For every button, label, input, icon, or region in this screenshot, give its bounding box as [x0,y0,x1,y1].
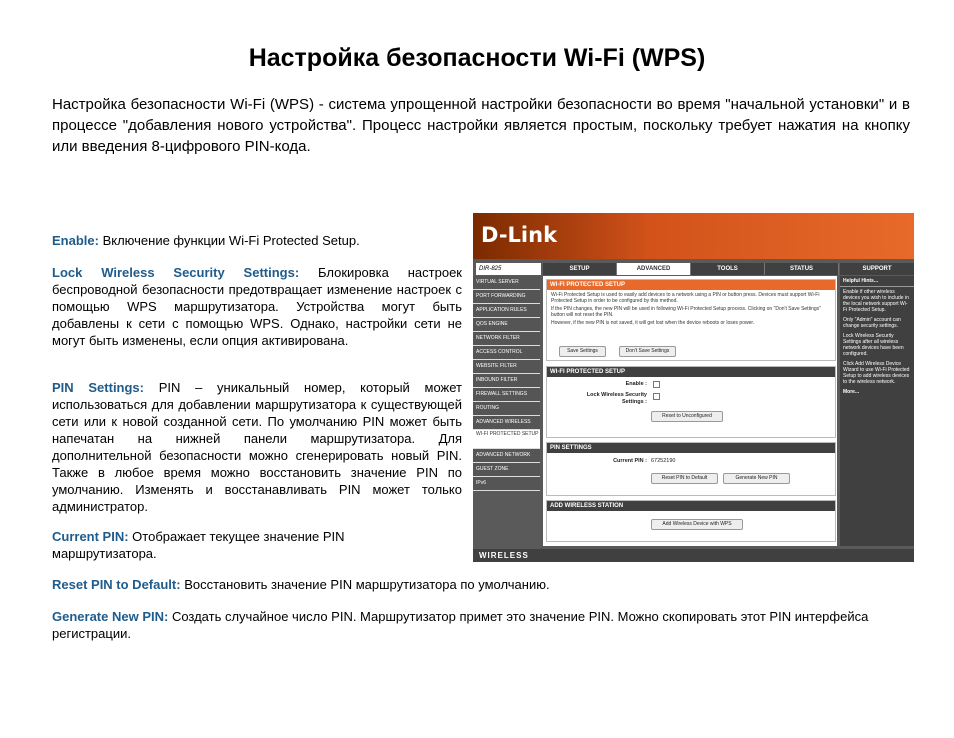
def-generate-text: Создать случайное число PIN. Маршрутизатор примет это значение PIN. Можно скопировать этот PIN интерфейса регистрации. [52,609,869,641]
nav-item[interactable]: ADVANCED WIRELESS [473,416,540,430]
dont-save-button[interactable]: Don't Save Settings [619,346,676,357]
wps-desc-3: However, if the new PIN is not saved, it will get lost when the device reboots or loses power. [551,320,755,326]
def-lock-text: Блокировка настроек беспроводной безопасности предотвращает изменение настроек с помощью WPS маршрутизатора. Устройства могут быть добавлены к сети с помощью WPS. Однако, настройки сети не могут быть изменены, если опция активирована. [52,265,462,348]
term-pin: PIN Settings: [52,380,144,395]
reset-pin-button[interactable]: Reset PIN to Default [651,473,718,484]
nav-item[interactable]: ADVANCED NETWORK [473,449,540,463]
enable-checkbox[interactable] [653,381,660,388]
nav-item[interactable]: NETWORK FILTER [473,332,540,346]
hints-panel [840,276,914,546]
term-generate: Generate New PIN: [52,609,169,624]
def-enable-text: Включение функции Wi-Fi Protected Setup. [98,233,360,248]
add-device-button[interactable]: Add Wireless Device with WPS [651,519,743,530]
nav-item-wps[interactable]: WI-FI PROTECTED SETUP [473,430,540,449]
hints-more-link[interactable]: More... [843,389,860,395]
dlink-logo: D-Link [481,223,558,247]
page-title: Настройка безопасности Wi-Fi (WPS) [248,44,706,72]
term-enable: Enable: [52,233,99,248]
wps-intro-box [546,279,836,361]
def-pin [52,379,462,515]
nav-item[interactable]: IPv6 [473,477,540,491]
tab-setup[interactable]: SETUP [543,263,617,275]
pin-settings-box [546,442,836,496]
lock-label: Lock Wireless Security Settings : [586,392,647,405]
hint-3: Lock Wireless Security Settings after all wireless network devices have been configured. [843,333,904,357]
reset-unconfigured-button[interactable]: Reset to Unconfigured [651,411,723,422]
def-current [52,528,382,562]
nav-item[interactable]: PORT FORWARDING [473,290,540,304]
main-panel [543,276,837,546]
wps-settings-box [546,366,836,438]
wireless-footer: WIRELESS [473,549,914,562]
nav-item[interactable]: ROUTING [473,402,540,416]
hint-4: Click Add Wireless Device Wizard to use Wi-Fi Protected Setup to add wireless devices to the wireless network. [843,361,910,385]
term-reset: Reset PIN to Default: [52,577,181,592]
hints-head: Helpful Hints... [840,276,914,287]
add-station-head: ADD WIRELESS STATION [547,501,835,511]
def-current-text: Отображает текущее значение PIN маршрутизатора. [52,529,345,561]
nav-item[interactable]: GUEST ZONE [473,463,540,477]
add-station-box [546,500,836,542]
wps-intro-head: WI-FI PROTECTED SETUP [547,280,835,290]
model-label: DIR-825 [476,263,541,275]
nav-item[interactable]: VIRTUAL SERVER [473,276,540,290]
router-header [473,213,914,259]
side-nav [473,276,540,491]
lock-checkbox[interactable] [653,393,660,400]
nav-item[interactable]: INBOUND FILTER [473,374,540,388]
hint-2: Only "Admin" account can change security settings. [843,317,901,329]
term-current: Current PIN: [52,529,129,544]
tab-tools[interactable]: TOOLS [691,263,765,275]
enable-label: Enable : [625,381,647,387]
def-lock [52,264,462,349]
pin-settings-head: PIN SETTINGS [547,443,835,453]
current-pin-value: 67252190 [651,458,676,464]
def-enable [52,232,472,249]
tab-advanced[interactable]: ADVANCED [617,263,691,275]
wps-desc-2: If the PIN changes, the new PIN will be used in following Wi-Fi Protected Setup process. Clicking on "Don't Save Settings" button will not reset the PIN. [551,306,821,318]
wps-settings-head: WI-FI PROTECTED SETUP [547,367,835,377]
def-reset [52,576,912,593]
wps-desc-1: Wi-Fi Protected Setup is used to easily add devices to a network using a PIN or button press. Devices must support Wi-Fi Protected Setup in order to be configured by this method. [551,292,820,304]
def-reset-text: Восстановить значение PIN маршрутизатора по умолчанию. [180,577,550,592]
save-settings-button[interactable]: Save Settings [559,346,606,357]
hint-1: Enable if other wireless devices you wish to include in the local network support Wi-Fi Protected Setup. [843,289,909,313]
tab-support[interactable]: SUPPORT [840,263,914,275]
term-lock: Lock Wireless Security Settings: [52,265,300,280]
nav-item[interactable]: WEBSITE FILTER [473,360,540,374]
def-pin-text: PIN – уникальный номер, который может использоваться для добавлении маршрутизатора к существующей сети или к новой созданной сети. По умолчанию PIN может быть напечатан на нижней панели маршрутизатора. Для дополнительной безопасности можно сгенерировать новый PIN. Также в любое время можно восстановить значение PIN по умолчанию. Изменять и восстанавливать PIN может только администратор. [52,380,462,514]
def-generate [52,608,912,642]
intro-paragraph: Настройка безопасности Wi-Fi (WPS) - система упрощенной настройки безопасности во время "начальной установки" и в процессе "добавления нового устройства". Процесс настройки является простым, поскольку требует нажатия на кнопку или введения 8-цифрового PIN-кода. [52,96,910,155]
generate-pin-button[interactable]: Generate New PIN [723,473,790,484]
nav-item[interactable]: APPLICATION RULES [473,304,540,318]
current-pin-label: Current PIN : [613,458,647,464]
nav-item[interactable]: FIREWALL SETTINGS [473,388,540,402]
router-screenshot [473,213,914,562]
tab-status[interactable]: STATUS [765,263,839,275]
nav-item[interactable]: ACCESS CONTROL [473,346,540,360]
nav-item[interactable]: QOS ENGINE [473,318,540,332]
